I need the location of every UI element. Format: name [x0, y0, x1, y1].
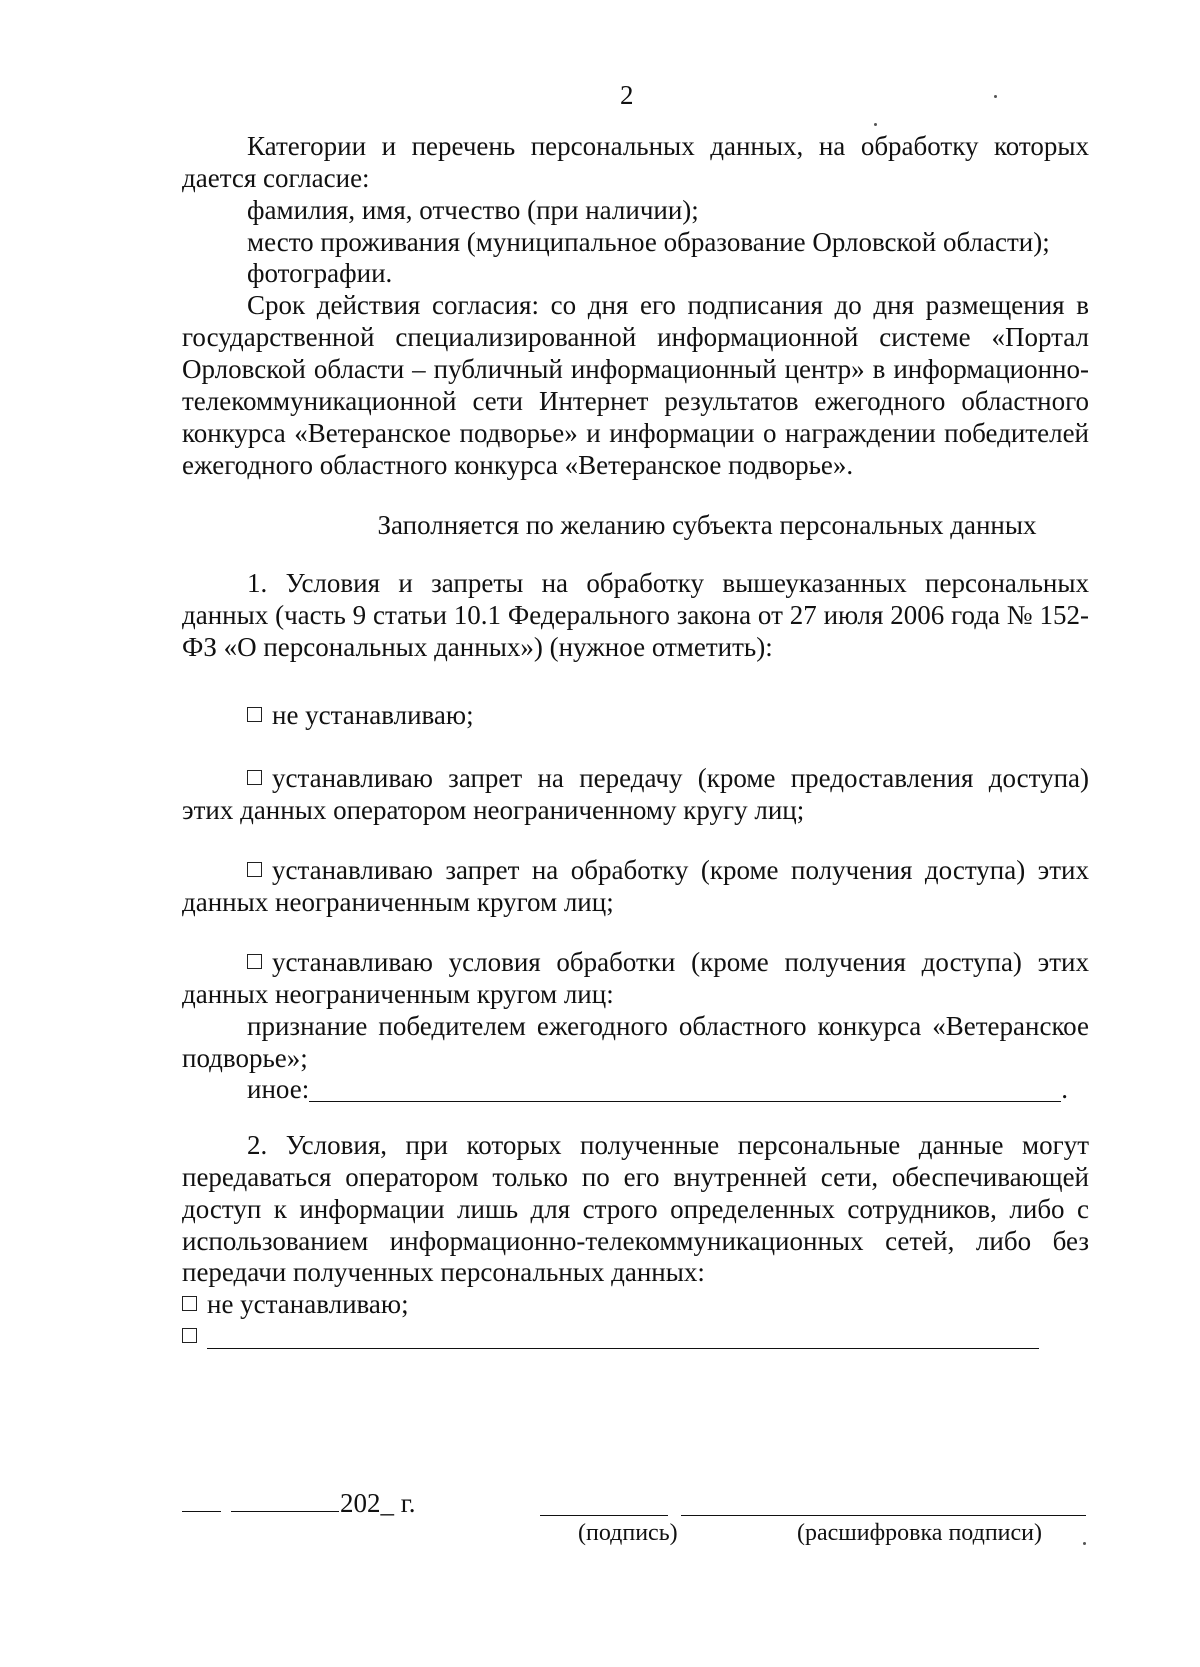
- categories-intro: Категории и перечень персональных данных, на обработку которых дается согласие:: [182, 131, 1089, 193]
- category-item: фотографии.: [247, 258, 393, 289]
- checkbox[interactable]: [247, 707, 262, 722]
- page-number: 2: [620, 80, 634, 110]
- scan-speck: [874, 123, 877, 126]
- optional-heading: Заполняется по желанию субъекта персональных данных: [377, 510, 1037, 540]
- category-item: место проживания (муниципальное образование Орловской области);: [247, 226, 1050, 257]
- checkbox[interactable]: [182, 1328, 197, 1343]
- section-2-option-2[interactable]: [182, 1321, 1089, 1353]
- other-fill-line[interactable]: [309, 1077, 1061, 1102]
- section-1-option-2[interactable]: устанавливаю запрет на передачу (кроме предоставления доступа) этих данных оператором неограниченному кругу лиц;: [182, 763, 1089, 825]
- date-month-line[interactable]: [231, 1511, 339, 1512]
- checkbox[interactable]: [247, 862, 262, 877]
- signature-line[interactable]: [540, 1515, 668, 1516]
- section-2-text: 2. Условия, при которых полученные персональные данные могут передаваться оператором только по его внутренней сети, обеспечивающей доступ к информации лишь для строго определенных сотрудников, либо с использованием информационно-телекоммуникационных сетей, либо без передачи полученных персональных данных: не устанавливаю;: [182, 1130, 1089, 1353]
- categories-block: [182, 131, 1089, 481]
- checkbox[interactable]: [247, 954, 262, 969]
- decode-caption: (расшифровка подписи): [797, 1520, 1042, 1546]
- date-year: 202_ г.: [340, 1488, 416, 1518]
- scan-speck: [1083, 1542, 1086, 1545]
- section-1-option-3[interactable]: устанавливаю запрет на обработку (кроме получения доступа) этих данных неограниченным кругом лиц;: [182, 855, 1089, 917]
- term-paragraph: Срок действия согласия: со дня его подписания до дня размещения в государственной специализированной информационной системе «Портал Орловской области – публичный информационный центр» в информационно-телекоммуникационной сети Интернет результатов ежегодного областного конкурса «Ветеранское подворье» и информации о награждении победителей ежегодного областного конкурса «Ветеранское подворье».: [182, 290, 1089, 480]
- section-2-fill-line[interactable]: [207, 1324, 1039, 1349]
- section-1-option-1[interactable]: не устанавливаю;: [182, 700, 1089, 732]
- date-day-line[interactable]: [182, 1511, 221, 1512]
- section-1-text: 1. Условия и запреты на обработку вышеуказанных персональных данных (часть 9 статьи 10.1 Федерального закона от 27 июля 2006 года № 152-ФЗ «О персональных данных») (нужное отметить):: [182, 568, 1089, 662]
- condition-text: признание победителем ежегодного областного конкурса «Ветеранское подворье»;: [182, 1010, 1089, 1073]
- section-2-option-1[interactable]: не устанавливаю;: [182, 1289, 1089, 1321]
- section-1-option-4[interactable]: устанавливаю условия обработки (кроме получения доступа) этих данных неограниченным кругом лиц: признание победителем ежегодного областного конкурса «Ветеранское подворье»; иное: .: [182, 947, 1089, 1105]
- checkbox[interactable]: [182, 1296, 197, 1311]
- checkbox[interactable]: [247, 770, 262, 785]
- signature-decode-line[interactable]: [681, 1515, 1086, 1516]
- signature-caption: (подпись): [578, 1520, 678, 1546]
- category-item: фамилия, имя, отчество (при наличии);: [247, 194, 699, 225]
- scan-speck: [994, 95, 997, 98]
- other-line[interactable]: иное: .: [247, 1074, 1068, 1105]
